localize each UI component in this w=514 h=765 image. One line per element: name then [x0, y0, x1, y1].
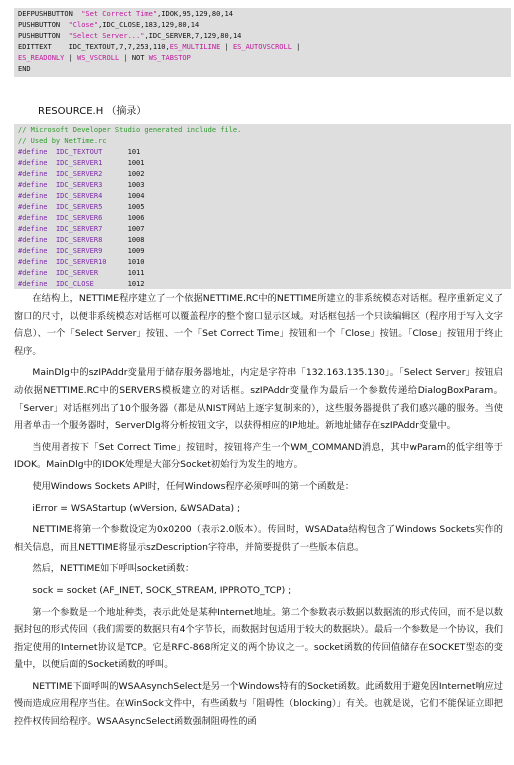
define-name: IDC_SERVER — [55, 269, 99, 277]
define-name: IDC_SERVER9 — [55, 247, 103, 255]
define-name: IDC_SERVER7 — [55, 225, 103, 233]
define-keyword: #define — [18, 192, 48, 200]
define-keyword: #define — [18, 181, 48, 189]
define-line — [18, 235, 507, 246]
section-heading: RESOURCE.H （摘录） — [38, 106, 147, 117]
code-token: | NOT — [119, 54, 149, 62]
code-line — [18, 42, 507, 53]
define-line — [18, 180, 507, 191]
define-value: 1002 — [127, 170, 145, 178]
resource-script-code-block — [14, 8, 511, 77]
define-value: 1005 — [127, 203, 145, 211]
code-token-highlight: "Set Correct Time" — [81, 10, 158, 18]
define-keyword: #define — [18, 258, 48, 266]
paragraph: 然后，NETTIME如下呼叫socket函数： — [32, 563, 195, 575]
define-keyword: #define — [18, 203, 48, 211]
code-token: END — [18, 65, 31, 73]
paragraph: MainDlg中的szIPAddr变量用于储存服务器地址，内定是字符串「132.163.135.130」。「Select Server」按钮启动依据NETTIME.RC中的SERVERS模板建立的对话框。szIPAddr变量作为最后一个参数传递给DialogBoxParam。「Server」对话框列出了10个服务器（都是从NIST网站上逐字复制来的），这些服务器提供了我们感兴趣的服务。当使用者单击一个服务器时，ServerDlg将分析按钮文字，以获得相应的IP地址。新地址储存在szIPAddr变量中。 — [14, 367, 503, 432]
define-value: 1006 — [127, 214, 145, 222]
code-statement: iError = WSAStartup (wVersion, &WSAData) ; — [32, 502, 241, 514]
define-name: IDC_SERVER10 — [55, 258, 107, 266]
paragraph: 使用Windows Sockets API时，任何Windows程序必须呼叫的第一个函数是： — [32, 480, 355, 492]
define-name: IDC_SERVER8 — [55, 236, 103, 244]
code-token: DEFPUSHBUTTON — [18, 10, 82, 18]
define-value: 1008 — [127, 236, 145, 244]
define-keyword: #define — [18, 269, 48, 277]
code-token-highlight: "Close" — [68, 21, 99, 29]
define-keyword: #define — [18, 225, 48, 233]
define-keyword: #define — [18, 148, 48, 156]
define-line — [18, 257, 507, 268]
code-line — [18, 31, 507, 42]
code-token-highlight: WS_VSCROLL — [77, 54, 120, 62]
define-line — [18, 279, 507, 289]
code-statement: sock = socket (AF_INET, SOCK_STREAM, IPPROTO_TCP) ; — [32, 584, 292, 596]
define-keyword: #define — [18, 214, 48, 222]
paragraph: 第一个参数是一个地址种类，表示此处是某种Internet地址。第二个参数表示数据以数据流的形式传回，而不是以数据封包的形式传回（我们需要的数据只有4个字节长，而数据封包适用于较大的数据块）。最后一个参数是一个协议，我们指定使用的Internet协议是TCP。它是RFC-868所定义的两个协议之一。socket函数的传回值储存在SOCKET型态的变量中，以便后面的Socket函数的呼叫。 — [14, 606, 503, 671]
paragraph: 在结构上，NETTIME程序建立了一个依据NETTIME.RC中的NETTIME所建立的非系统模态对话框。程序重新定义了窗口的尺寸，以便非系统模态对话框可以覆盖程序的整个窗口显示区域。对话框包括一个只读编辑区（程序用于写入文字信息）、一个「Select Server」按钮、一个「Set Correct Time」按钮和一个「Close」按钮。「Close」按钮用于终止程序。 — [14, 293, 503, 357]
code-comment: // Used by NetTime.rc — [18, 137, 107, 145]
define-line — [18, 213, 507, 224]
define-value: 1001 — [127, 159, 145, 167]
define-value: 1011 — [127, 269, 145, 277]
code-token: PUSHBUTTON — [18, 32, 69, 40]
code-token: | — [291, 43, 301, 51]
code-token: EDITTEXT IDC_TEXTOUT,7,7,253,110, — [18, 43, 170, 51]
code-line — [18, 53, 507, 64]
resource-header-code-block — [14, 124, 511, 289]
define-line — [18, 158, 507, 169]
define-line — [18, 268, 507, 279]
define-line — [18, 224, 507, 235]
define-name: IDC_SERVER3 — [55, 181, 103, 189]
code-token-highlight: ES_AUTOVSCROLL — [232, 43, 292, 51]
define-name: IDC_CLOSE — [55, 280, 94, 288]
define-keyword: #define — [18, 236, 48, 244]
define-name: IDC_SERVER6 — [55, 214, 103, 222]
define-value: 101 — [127, 148, 141, 156]
define-line — [18, 191, 507, 202]
define-value: 1012 — [127, 280, 145, 288]
define-keyword: #define — [18, 247, 48, 255]
code-token-highlight: "Select Server..." — [68, 32, 145, 40]
define-name: IDC_SERVER1 — [55, 159, 103, 167]
define-name: IDC_SERVER4 — [55, 192, 103, 200]
define-line — [18, 169, 507, 180]
define-line — [18, 147, 507, 158]
code-token: | — [64, 54, 78, 62]
define-name: IDC_SERVER5 — [55, 203, 103, 211]
define-name: IDC_SERVER2 — [55, 170, 103, 178]
code-line — [18, 64, 507, 75]
code-token: ,IDOK,95,129,80,14 — [157, 10, 233, 18]
code-token: ,IDC_SERVER,7,129,80,14 — [144, 32, 242, 40]
code-token-highlight: WS_TABSTOP — [148, 54, 191, 62]
define-line — [18, 246, 507, 257]
code-line — [18, 20, 507, 31]
body-text — [14, 290, 503, 735]
code-token: | — [220, 43, 233, 51]
define-keyword: #define — [18, 280, 48, 288]
paragraph: NETTIME将第一个参数设定为0x0200（表示2.0版本）。传回时，WSAData结构包含了Windows Sockets实作的相关信息，而且NETTIME将显示szDescription字符串，并简要提供了一些版本信息。 — [14, 524, 503, 553]
code-token-highlight: ES_READONLY — [18, 54, 65, 62]
define-keyword: #define — [18, 170, 48, 178]
paragraph: NETTIME下面呼叫的WSAAsynchSelect是另一个Windows特有的Socket函数。此函数用于避免因Internet响应过慢而造成应用程序当住。在WinSock文件中，有些函数与「阻碍性（blocking）」有关。也就是说，它们不能保证立即把控件权传回给程序。WSAAsyncSelect函数强制阻碍性的函 — [14, 680, 503, 728]
define-value: 1010 — [127, 258, 145, 266]
code-comment: // Microsoft Developer Studio generated include file. — [18, 126, 242, 134]
define-name: IDC_TEXTOUT — [55, 148, 103, 156]
code-token: ,IDC_CLOSE,183,129,80,14 — [98, 21, 200, 29]
define-value: 1004 — [127, 192, 145, 200]
define-value: 1007 — [127, 225, 145, 233]
define-line — [18, 202, 507, 213]
define-value: 1009 — [127, 247, 145, 255]
define-keyword: #define — [18, 159, 48, 167]
code-token-highlight: ES_MULTILINE — [169, 43, 221, 51]
define-value: 1003 — [127, 181, 145, 189]
code-line — [18, 9, 507, 20]
paragraph: 当使用者按下「Set Correct Time」按钮时，按钮将产生一个WM_COMMAND消息，其中wParam的低字组等于IDOK。MainDlg中的IDOK处理是大部分Socket初始行为发生的地方。 — [14, 441, 503, 471]
code-token: PUSHBUTTON — [18, 21, 69, 29]
